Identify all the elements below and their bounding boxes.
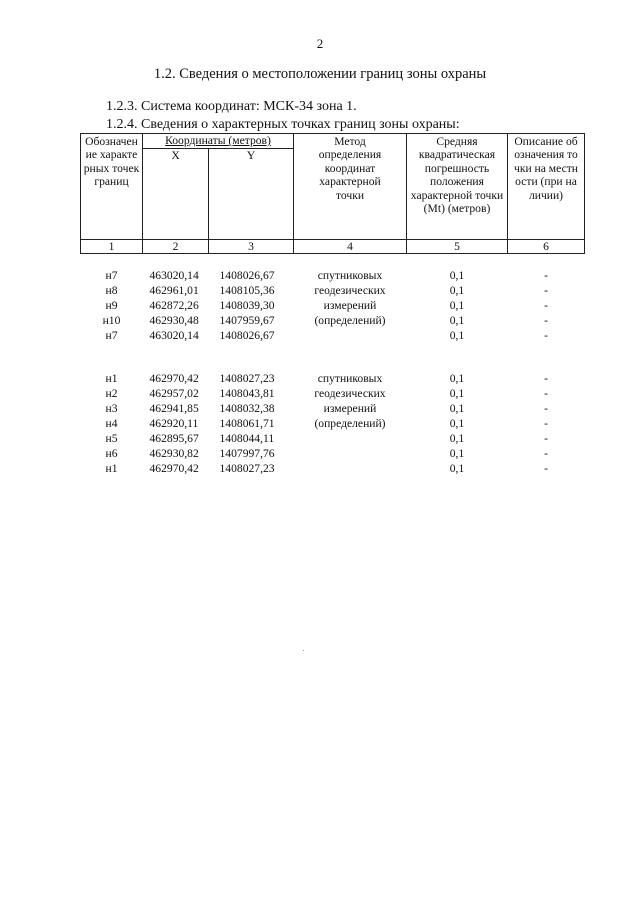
error-value: 0,1: [449, 387, 465, 400]
coord-y: 1408027,23: [219, 462, 275, 475]
header-description: Описание обозначения точки на местности (при наличии): [508, 134, 585, 240]
description-value: -: [544, 314, 548, 327]
section-title: 1.2. Сведения о местоположении границ зоны охраны: [153, 66, 487, 82]
coord-y: 1408026,67: [219, 269, 275, 282]
coord-x: 462957,02: [149, 387, 199, 400]
method-cell: спутниковых геодезических измерений (определений): [314, 372, 386, 430]
point-name: н6: [105, 447, 118, 460]
header-error: Средняя квадратическая погрешность положения характерной точки (Mt) (метров): [407, 134, 508, 240]
coord-x: 462970,42: [149, 462, 199, 475]
header-y: Y: [209, 149, 294, 240]
point-name: н7: [105, 329, 118, 342]
coord-y: 1408061,71: [219, 417, 275, 430]
error-value: 0,1: [449, 432, 465, 445]
point-name: н10: [102, 314, 121, 327]
description-value: -: [544, 417, 548, 430]
error-value: 0,1: [449, 284, 465, 297]
error-value: 0,1: [449, 314, 465, 327]
coord-y: 1407997,76: [219, 447, 275, 460]
point-name: н5: [105, 432, 118, 445]
error-value: 0,1: [449, 299, 465, 312]
header-designation: Обозначение характерных точек границ: [81, 134, 143, 240]
point-name: н1: [105, 462, 118, 475]
boundary-points-table: [80, 133, 585, 476]
point-name: н7: [105, 269, 118, 282]
header-method: Метод определения координат характерной точки: [294, 134, 407, 240]
column-number: 1: [81, 240, 143, 254]
column-number: 4: [294, 240, 407, 254]
description-value: -: [544, 462, 548, 475]
coord-y: 1407959,67: [219, 314, 275, 327]
point-name: н2: [105, 387, 118, 400]
description-value: -: [544, 284, 548, 297]
coord-y: 1408027,23: [219, 372, 275, 385]
scan-speck: [303, 650, 304, 651]
coord-x: 462920,11: [149, 417, 199, 430]
point-group-1: [81, 254, 585, 344]
point-name: н9: [105, 299, 118, 312]
description-value: -: [544, 432, 548, 445]
coord-x: 462961,01: [149, 284, 199, 297]
error-value: 0,1: [449, 269, 465, 282]
description-value: -: [544, 387, 548, 400]
coord-x: 462941,85: [149, 402, 199, 415]
header-coordinates: Координаты (метров): [143, 134, 294, 149]
description-value: -: [544, 372, 548, 385]
description-value: -: [544, 447, 548, 460]
coord-y: 1408032,38: [219, 402, 275, 415]
table-row: [81, 446, 585, 461]
table-row: [81, 268, 585, 283]
description-value: -: [544, 402, 548, 415]
error-value: 0,1: [449, 462, 465, 475]
error-value: 0,1: [449, 402, 465, 415]
error-value: 0,1: [449, 417, 465, 430]
points-info-line: 1.2.4. Сведения о характерных точках границ зоны охраны:: [106, 117, 460, 132]
coord-y: 1408026,67: [219, 329, 275, 342]
header-x: X: [143, 149, 209, 240]
error-value: 0,1: [449, 329, 465, 342]
point-name: н3: [105, 402, 118, 415]
coord-x: 463020,14: [149, 329, 199, 342]
method-cell: спутниковых геодезических измерений (определений): [314, 269, 386, 327]
coord-x: 462930,48: [149, 314, 199, 327]
error-value: 0,1: [449, 447, 465, 460]
column-number: 5: [407, 240, 508, 254]
point-name: н8: [105, 284, 118, 297]
coordinate-system-line: 1.2.3. Система координат: МСК-34 зона 1.: [106, 99, 357, 114]
column-number: 2: [143, 240, 209, 254]
coord-y: 1408043,81: [219, 387, 275, 400]
point-group-2: [81, 343, 585, 476]
coord-x: 463020,14: [149, 269, 199, 282]
table-row: [81, 371, 585, 386]
coord-y: 1408044,11: [219, 432, 275, 445]
coord-y: 1408039,30: [219, 299, 275, 312]
page-number: 2: [316, 36, 324, 51]
error-value: 0,1: [449, 372, 465, 385]
coord-x: 462872,26: [149, 299, 199, 312]
column-number: 3: [209, 240, 294, 254]
point-name: н1: [105, 372, 118, 385]
column-number: 6: [508, 240, 585, 254]
coord-x: 462895,67: [149, 432, 199, 445]
coord-x: 462970,42: [149, 372, 199, 385]
description-value: -: [544, 299, 548, 312]
table-row: [81, 431, 585, 446]
coord-x: 462930,82: [149, 447, 199, 460]
point-name: н4: [105, 417, 118, 430]
coord-y: 1408105,36: [219, 284, 275, 297]
table-row: [81, 461, 585, 476]
description-value: -: [544, 329, 548, 342]
description-value: -: [544, 269, 548, 282]
